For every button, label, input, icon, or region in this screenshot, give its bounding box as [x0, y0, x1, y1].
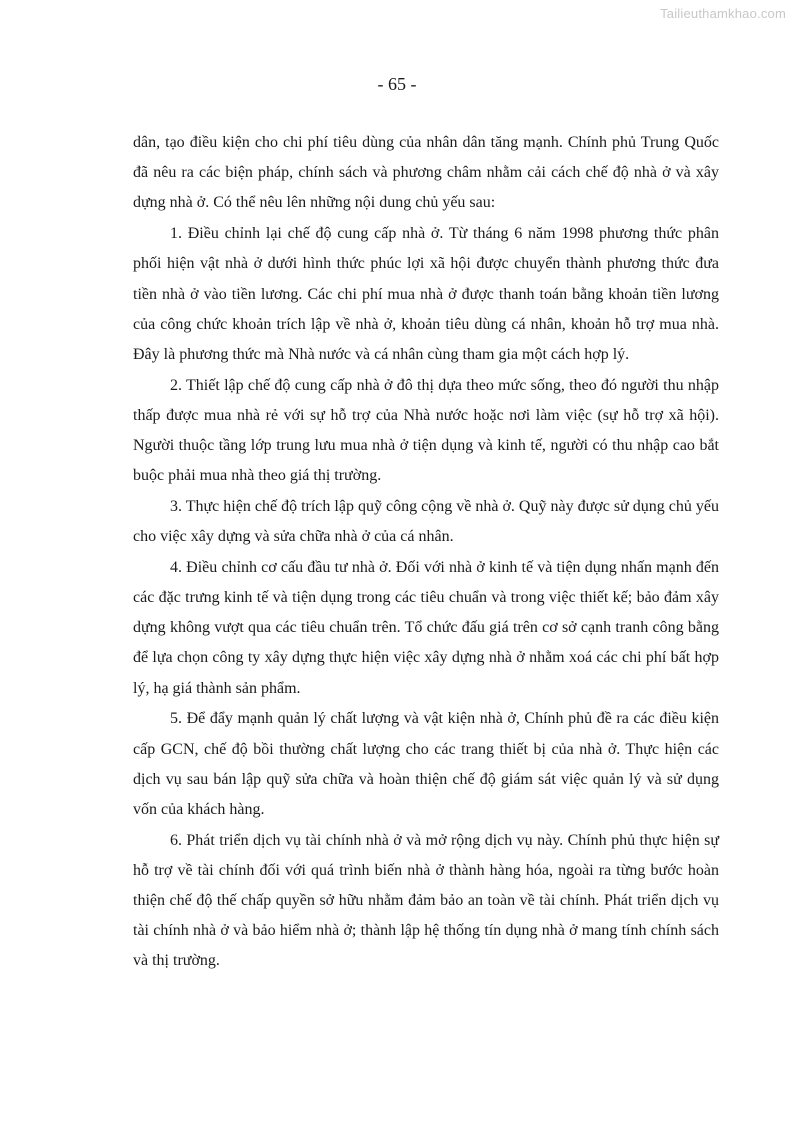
- paragraph-item-4: 4. Điều chỉnh cơ cấu đầu tư nhà ở. Đối với nhà ở kinh tế và tiện dụng nhấn mạnh đến các đặc trưng kinh tế và tiện dụng trong các tiêu chuẩn và trong việc thiết kế; bảo đảm xây dựng không vượt qua các tiêu chuẩn trên. Tổ chức đấu giá trên cơ sở cạnh tranh công bằng để lựa chọn công ty xây dựng thực hiện việc xây dựng nhà ở nhằm xoá các chi phí bất hợp lý, hạ giá thành sản phẩm.: [133, 558, 719, 697]
- page-number: - 65 -: [377, 74, 417, 94]
- paragraph-item-2: 2. Thiết lập chế độ cung cấp nhà ở đô thị dựa theo mức sống, theo đó người thu nhập thấp được mua nhà rẻ với sự hỗ trợ của Nhà nước hoặc nơi làm việc (sự hỗ trợ xã hội). Người thuộc tầng lớp trung lưu mua nhà ở tiện dụng và kinh tế, người có thu nhập cao bắt buộc phải mua nhà theo giá thị trường.: [133, 376, 719, 485]
- paragraph-intro: dân, tạo điều kiện cho chi phí tiêu dùng của nhân dân tăng mạnh. Chính phủ Trung Quốc đã nêu ra các biện pháp, chính sách và phương châm nhằm cải cách chế độ nhà ở và xây dựng nhà ở. Có thể nêu lên những nội dung chủ yếu sau:: [133, 134, 719, 212]
- paragraph-item-6: 6. Phát triển dịch vụ tài chính nhà ở và mở rộng dịch vụ này. Chính phủ thực hiện sự hỗ trợ về tài chính đối với quá trình biến nhà ở thành hàng hóa, ngoài ra từng bước hoàn thiện chế độ thế chấp quyền sở hữu nhằm đảm bảo an toàn về tài chính. Phát triển dịch vụ tài chính nhà ở và bảo hiểm nhà ở; thành lập hệ thống tín dụng nhà ở mang tính chính sách và thị trường.: [133, 831, 719, 970]
- paragraph-item-5: 5. Để đẩy mạnh quản lý chất lượng và vật kiện nhà ở, Chính phủ đề ra các điều kiện cấp GCN, chế độ bồi thường chất lượng cho các trang thiết bị của nhà ở. Thực hiện các dịch vụ sau bán lập quỹ sửa chữa và hoàn thiện chế độ giám sát việc quản lý và sử dụng vốn của khách hàng.: [133, 710, 719, 818]
- paragraph-item-1: 1. Điều chỉnh lại chế độ cung cấp nhà ở. Từ tháng 6 năm 1998 phương thức phân phối hiện vật nhà ở dưới hình thức phúc lợi xã hội được chuyển thành phương thức đưa tiền nhà ở vào tiền lương. Các chi phí mua nhà ở được thanh toán bằng khoản tiền lương của công chức khoản trích lập về nhà ở, khoản tiêu dùng cá nhân, khoản hỗ trợ mua nhà. Đây là phương thức mà Nhà nước và cá nhân cùng tham gia một cách hợp lý.: [133, 225, 719, 363]
- paragraph-item-3: 3. Thực hiện chế độ trích lập quỹ công cộng về nhà ở. Quỹ này được sử dụng chủ yếu cho việc xây dựng và sửa chữa nhà ở của cá nhân.: [133, 497, 719, 546]
- watermark: Tailieuthamkhao.com: [660, 6, 786, 21]
- document-body: [133, 128, 719, 977]
